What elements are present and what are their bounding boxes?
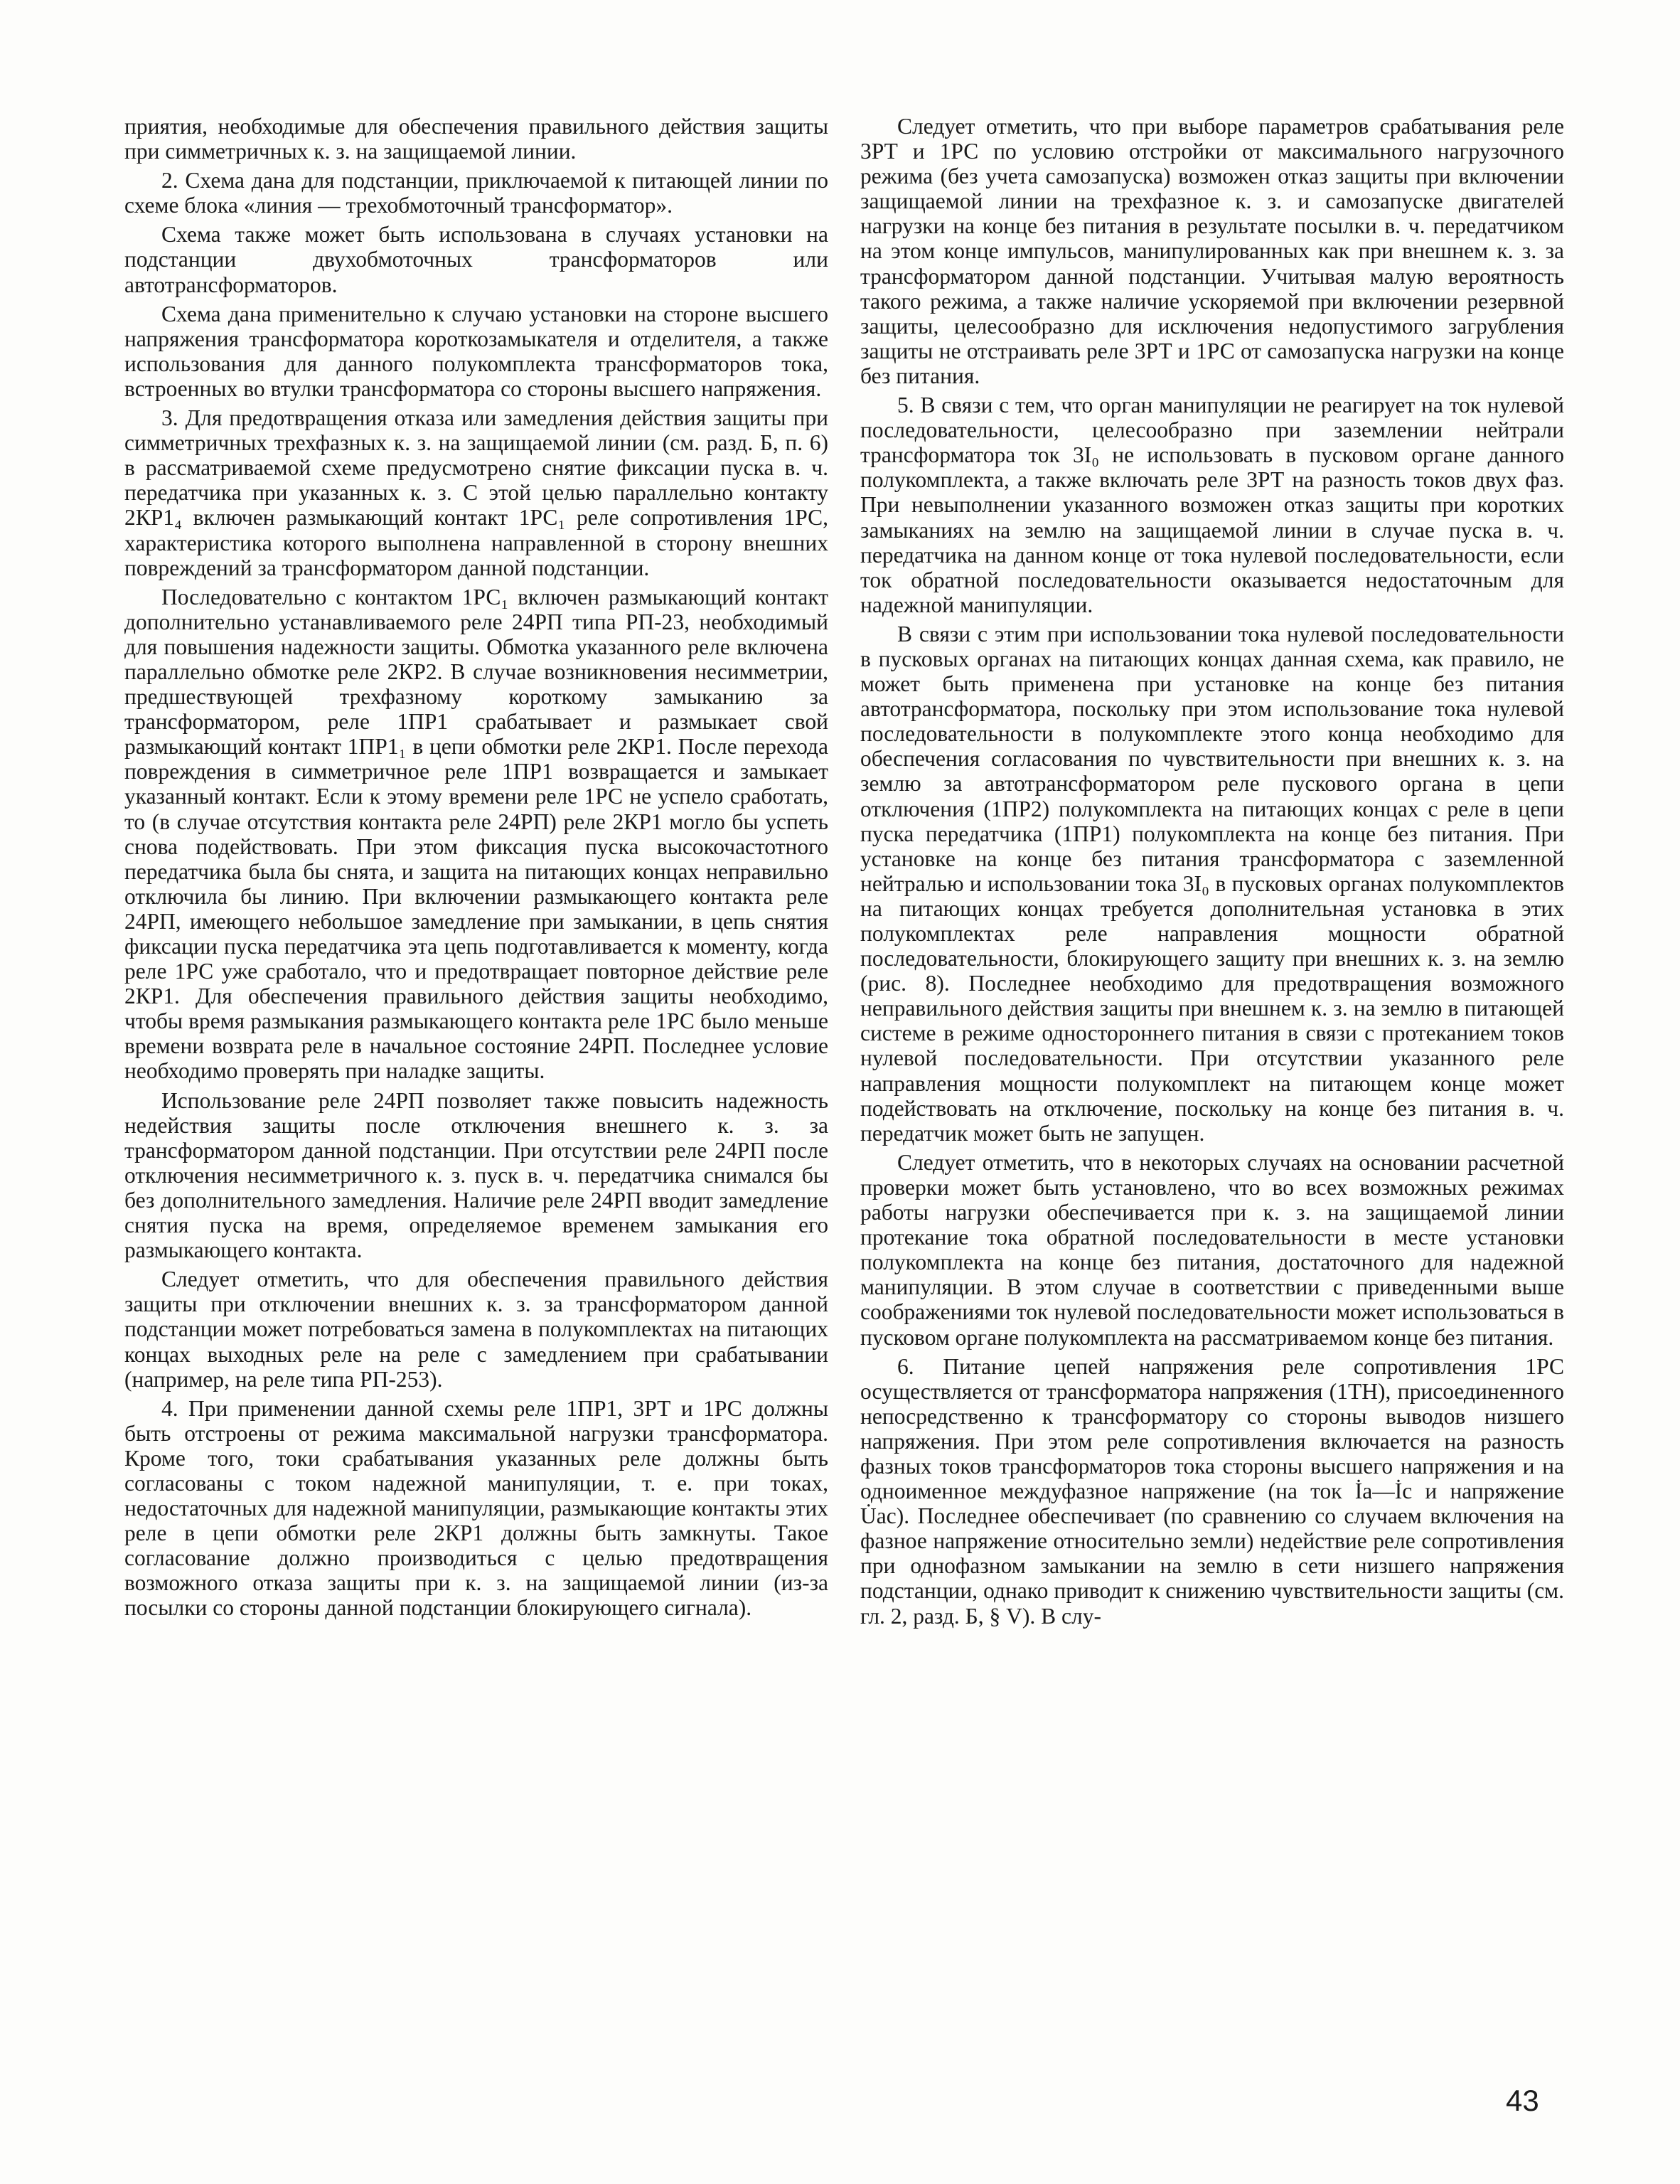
paragraph: 4. При применении данной схемы реле 1ПР1, 3РТ и 1РС должны быть отстроены от режима максимальной нагрузки трансформатора. Кроме того, токи срабатывания указанных реле должны быть согласованы с током надежной манипуляции, т. е. при токах, недостаточных для надежной манипуляции, размыкающие контакты этих реле в цепи обмотки реле 2КР1 должны быть замкнуты. Такое согласование должно производиться с целью предотвращения возможного отказа защиты при к. з. на защищаемой линии (из-за посылки со стороны данной подстанции блокирующего сигнала).	[124, 1395, 828, 1621]
paragraph: приятия, необходимые для обеспечения правильного действия защиты при симметричных к. з. на защищаемой линии.	[124, 114, 828, 164]
paragraph: Следует отметить, что для обеспечения правильного действия защиты при отключении внешних к. з. за трансформатором данной подстанции может потребоваться замена в полукомплектах на питающих концах выходных реле на реле с замедлением при срабатывании (например, на реле типа РП-253).	[124, 1267, 828, 1392]
right-column	[860, 114, 1564, 1633]
paragraph: Последовательно с контактом 1РС₁ включен размыкающий контакт дополнительно устанавливаемого реле 24РП типа РП-23, необходимый для повышения надежности защиты. Обмотка указанного реле включена параллельно обмотке реле 2КР2. В случае возникновения несимметрии, предшествующей трехфазному короткому замыканию за трансформатором, реле 1ПР1 срабатывает и размыкает свой размыкающий контакт 1ПР1₁ в цепи обмотки реле 2КР1. После перехода повреждения в симметричное реле 1ПР1 возвращается и замыкает указанный контакт. Если к этому времени реле 1РС не успело сработать, то (в случае отсутствия контакта реле 24РП) реле 2КР1 могло бы успеть снова подействовать. При этом фиксация пуска высокочастотного передатчика была бы снята, и защита на питающих концах неправильно отключила бы линию. При включении размыкающего контакта реле 24РП, имеющего небольшое замедление при замыкании, в цепь снятия фиксации пуска передатчика эта цепь подготавливается к моменту, когда реле 1РС уже сработало, что и предотвращает повторное действие реле 2КР1. Для обеспечения правильного действия защиты необходимо, чтобы время размыкания размыкающего контакта реле 1РС было меньше времени возврата реле в начальное состояние 24РП. Последнее условие необходимо проверять при наладке защиты.	[124, 584, 828, 1084]
paragraph: 3. Для предотвращения отказа или замедления действия защиты при симметричных трехфазных к. з. на защищаемой линии (см. разд. Б, п. 6) в рассматриваемой схеме предусмотрено снятие фиксации пуска в. ч. передатчика при указанных к. з. С этой целью параллельно контакту 2КР1₄ включен размыкающий контакт 1РС₁ реле сопротивления 1РС, характеристика которого выполнена направленной в сторону внешних повреждений за трансформатором данной подстанции.	[124, 405, 828, 580]
paragraph: Схема также может быть использована в случаях установки на подстанции двухобмоточных трансформаторов или автотрансформаторов.	[124, 222, 828, 297]
paragraph: В связи с этим при использовании тока нулевой последовательности в пусковых органах на питающих концах данная схема, как правило, не может быть применена при установке на конце без питания автотрансформатора, поскольку при этом использование тока нулевой последовательности в полукомплекте этого конца необходимо для обеспечения согласования по чувствительности при внешних к. з. на землю за автотрансформатором реле пускового органа в цепи отключения (1ПР2) полукомплекта на питающих концах с реле в цепи пуска передатчика (1ПР1) полукомплекта на конце без питания. При установке на конце без питания трансформатора с заземленной нейтралью и использовании тока 3I₀ в пусковых органах полукомплектов на питающих концах требуется дополнительная установка в этих полукомплектах реле направления мощности обратной последовательности, блокирующего защиту при внешних к. з. на землю (рис. 8). Последнее необходимо для предотвращения возможного неправильного действия защиты при внешнем к. з. на землю в питающей системе в режиме одностороннего питания в связи с протеканием токов нулевой последовательности. При отсутствии указанного реле направления мощности полукомплект на питающем конце может подействовать на отключение, поскольку на конце без питания в. ч. передатчик может быть не запущен.	[860, 621, 1564, 1146]
paragraph: Схема дана применительно к случаю установки на стороне высшего напряжения трансформатора короткозамыкателя и отделителя, а также использования для данного полукомплекта трансформаторов тока, встроенных во втулки трансформатора со стороны высшего напряжения.	[124, 301, 828, 401]
left-column	[124, 114, 828, 1625]
paragraph: Использование реле 24РП позволяет также повысить надежность недействия защиты после отключения внешнего к. з. за трансформатором данной подстанции. При отсутствии реле 24РП после отключения несимметричного к. з. пуск в. ч. передатчика снимался бы без дополнительного замедления. Наличие реле 24РП вводит замедление снятия пуска на время, определяемое временем замыкания его размыкающего контакта.	[124, 1087, 828, 1263]
paragraph: 5. В связи с тем, что орган манипуляции не реагирует на ток нулевой последовательности, целесообразно при заземлении нейтрали трансформатора ток 3I₀ не использовать в пусковом органе данного полукомплекта, а также включать реле 3РТ на разность токов двух фаз. При невыполнении указанного возможен отказ защиты при коротких замыканиях на землю на защищаемой линии в случае пуска в. ч. передатчика на данном конце от тока нулевой последовательности, если ток обратной последовательности оказывается недостаточным для надежной манипуляции.	[860, 393, 1564, 617]
paragraph: 6. Питание цепей напряжения реле сопротивления 1РС осуществляется от трансформатора напряжения (1ТН), присоединенного непосредственно к трансформатору со стороны выводов низшего напряжения. При этом реле сопротивления включается на разность фазных токов трансформаторов тока стороны высшего напряжения и на одноименное междуфазное напряжение (на ток İa—İc и напряжение U̇ac). Последнее обеспечивает (по сравнению со случаем включения на фазное напряжение относительно земли) недействие реле сопротивления при однофазном замыкании на землю в сети низшего напряжения подстанции, однако приводит к снижению чувствительности защиты (см. гл. 2, разд. Б, § V). В слу-	[860, 1353, 1564, 1629]
paragraph: 2. Схема дана для подстанции, приключаемой к питающей линии по схеме блока «линия — трехобмоточный трансформатор».	[124, 168, 828, 218]
paragraph: Следует отметить, что в некоторых случаях на основании расчетной проверки может быть установлено, что во всех возможных режимах работы нагрузки обеспечивается при к. з. на защищаемой линии протекание тока обратной последовательности в месте установки полукомплекта на конце без питания, достаточного для надежной манипуляции. В этом случае в соответствии с приведенными выше соображениями ток нулевой последовательности может использоваться в пусковом органе полукомплекта на рассматриваемом конце без питания.	[860, 1149, 1564, 1350]
paragraph: Следует отметить, что при выборе параметров срабатывания реле 3РТ и 1РС по условию отстройки от максимального нагрузочного режима (без учета самозапуска) возможен отказ защиты при включении защищаемой линии на трехфазное к. з. и самозапуске двигателей нагрузки на конце без питания в результате посылки в. ч. передатчиком на этом конце импульсов, манипулированных как при внешнем к. з. за трансформатором данной подстанции. Учитывая малую вероятность такого режима, а также наличие ускоряемой при включении резервной защиты, целесообразно для исключения недопустимого загрубления защиты не отстраивать реле 3РТ и 1РС от самозапуска нагрузки на конце без питания.	[860, 114, 1564, 388]
page-number: 43	[1506, 2084, 1539, 2117]
